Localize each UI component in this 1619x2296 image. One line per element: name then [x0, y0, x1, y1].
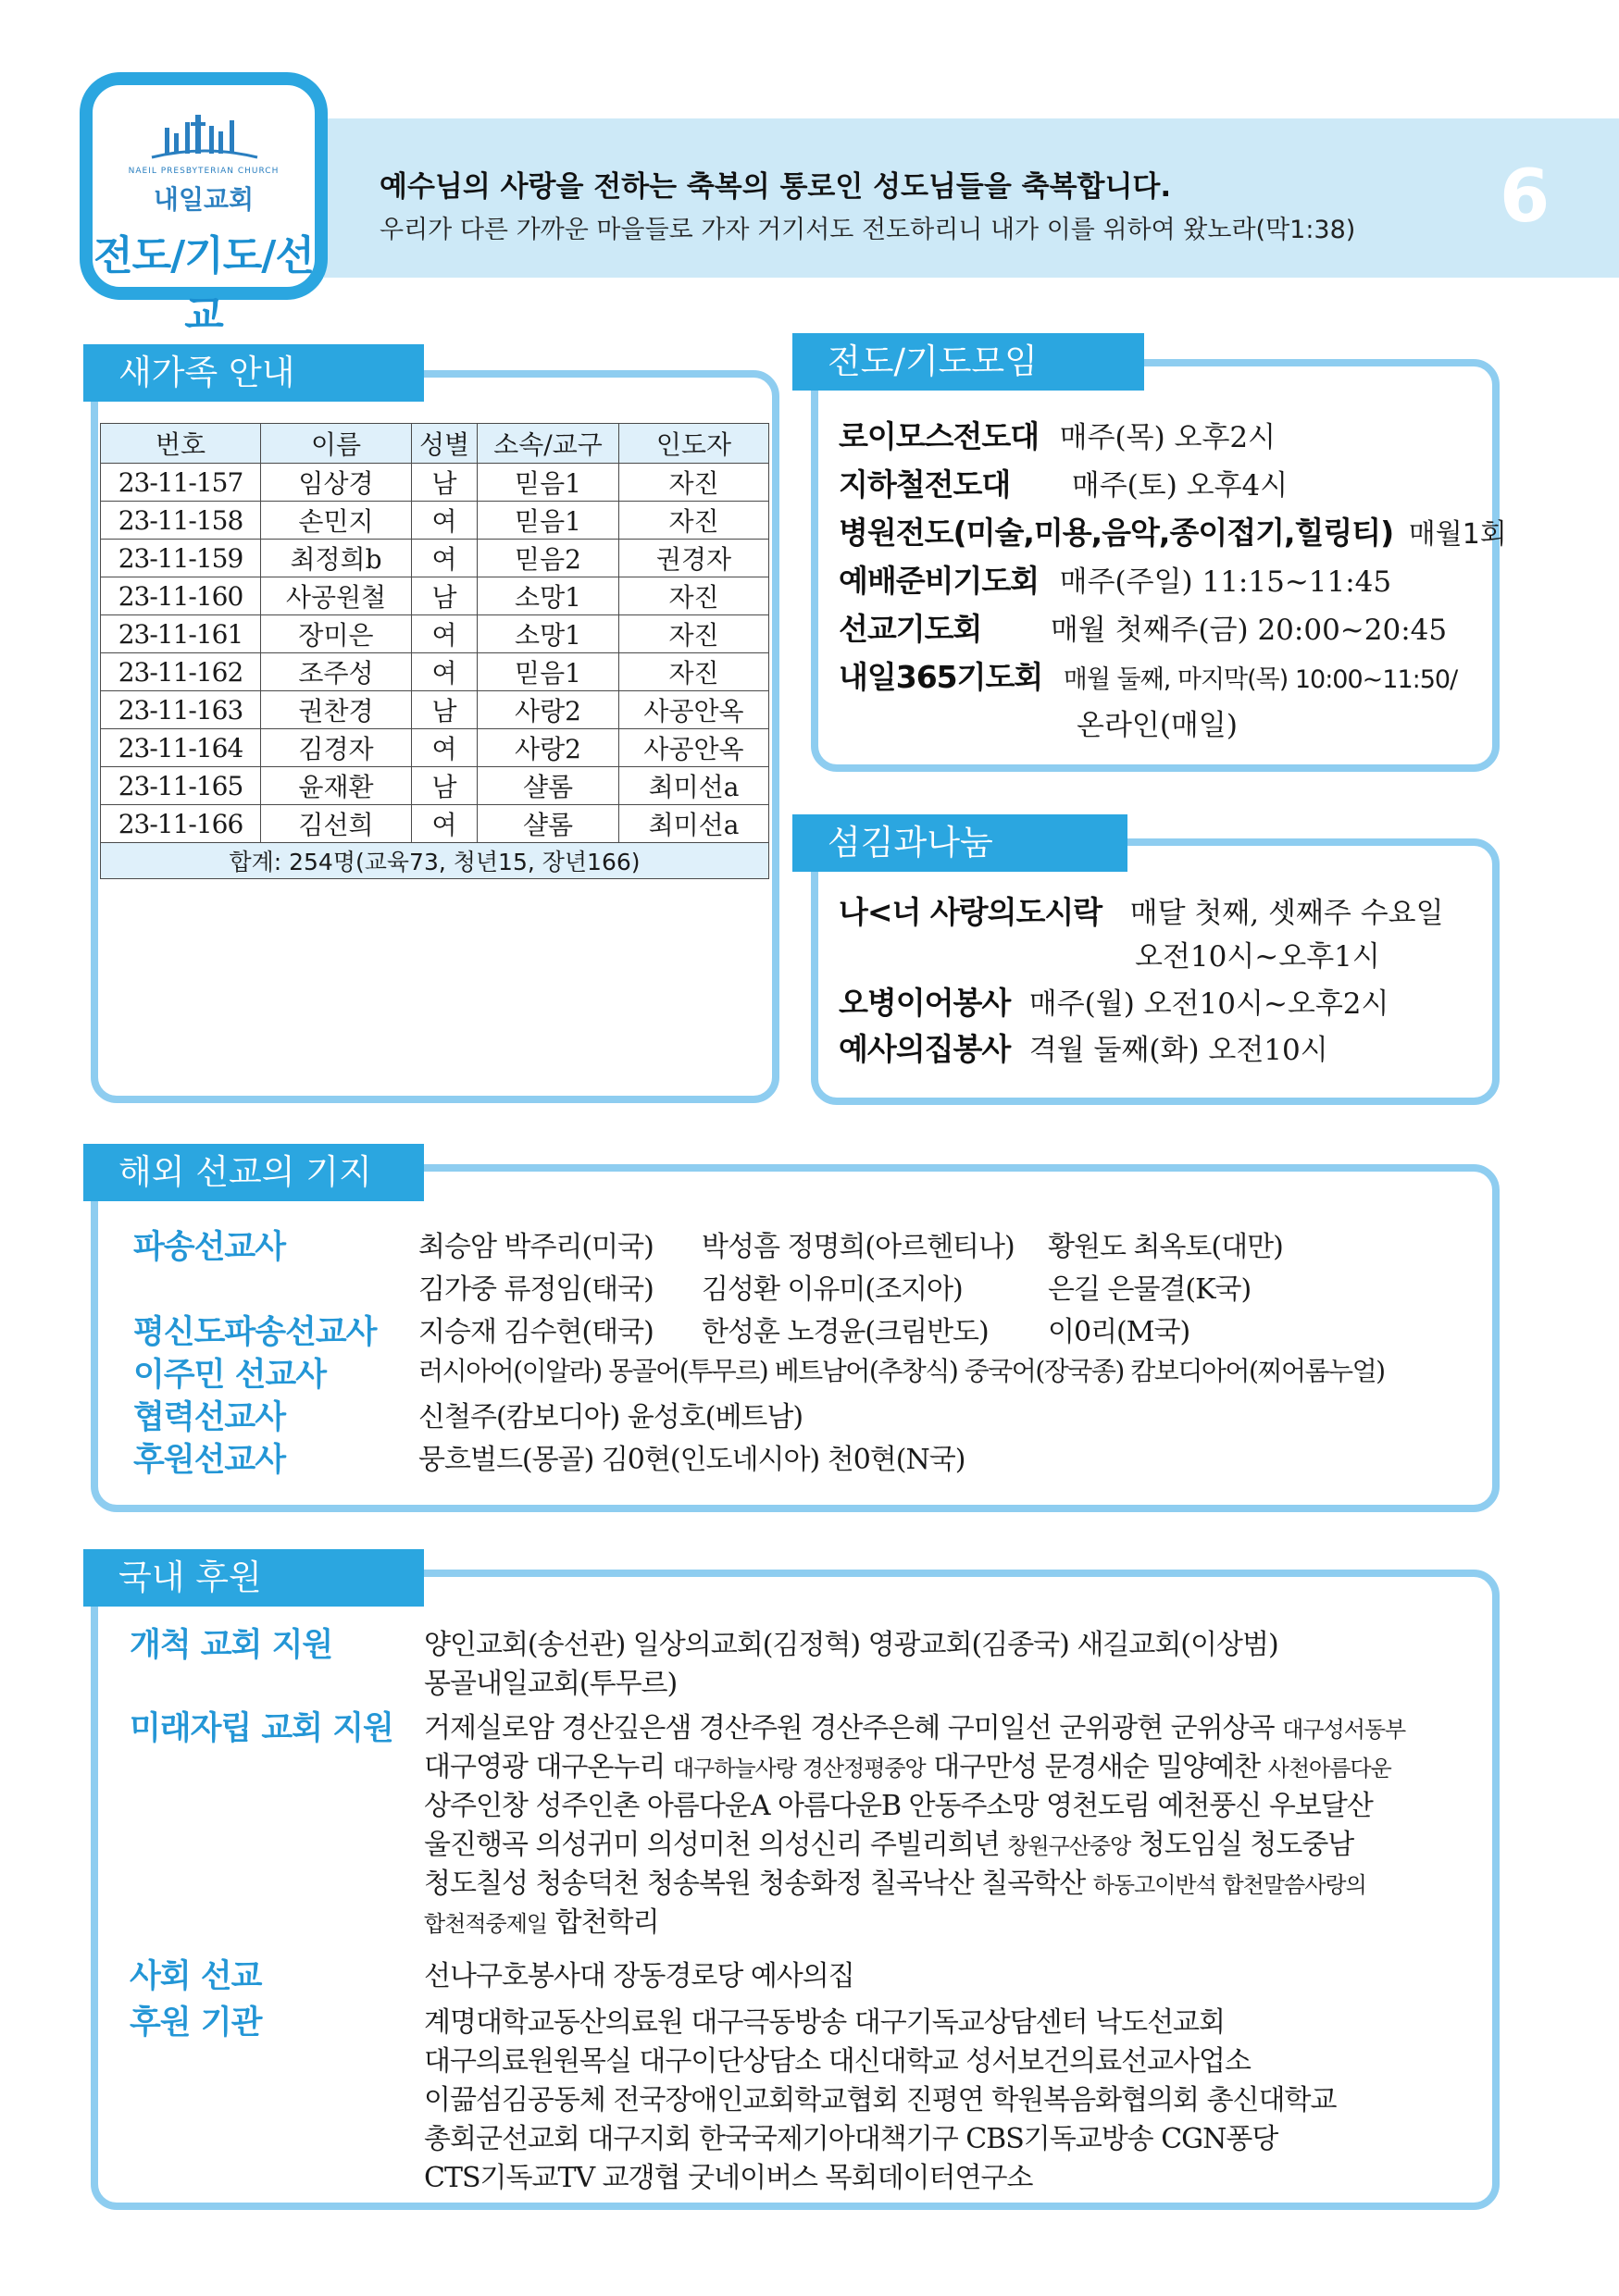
registration-number: 23-11-157: [101, 464, 261, 502]
church-names: 거제실로암 경산깊은샘 경산주원 경산주은혜 구미일선 군위광현 군위상곡: [424, 1712, 1283, 1744]
serving-value: 오전10시~오후1시: [1135, 940, 1380, 974]
registration-number: 23-11-161: [101, 615, 261, 653]
referrer: 권경자: [619, 540, 769, 577]
referrer: 사공안옥: [619, 729, 769, 767]
serving-tab: 섬김과나눔: [792, 814, 1127, 872]
support-line: [424, 1821, 1353, 1862]
table-row: [101, 805, 769, 843]
group: 믿음1: [478, 653, 619, 691]
church-names: 청도임실 청도중남: [1130, 1829, 1354, 1861]
group: 믿음1: [478, 502, 619, 540]
gender: 여: [412, 805, 478, 843]
group: 샬롬: [478, 805, 619, 843]
logo-name: 내일교회: [153, 184, 255, 215]
church-names-small: 하동고이반석 합천말씀사랑의: [1092, 1872, 1366, 1898]
registration-number: 23-11-159: [101, 540, 261, 577]
support-line: CTS기독교TV 교갱협 굿네이버스 목회데이터연구소: [424, 2162, 1033, 2194]
missionary-entry: 황원도 최옥토(대만): [1048, 1231, 1283, 1263]
church-names: 청도칠성 청송덕천 청송복원 청송화정 칠곡낙산 칠곡학산: [424, 1868, 1093, 1900]
referrer: 사공안옥: [619, 691, 769, 729]
header-headline: 예수님의 사랑을 전하는 축복의 통로인 성도님들을 축복합니다.: [380, 170, 1172, 204]
category-social-mission: 사회 선교: [130, 1958, 262, 1995]
group: 소망1: [478, 615, 619, 653]
serving-value: 격월 둘째(화) 오전10시: [1028, 1034, 1328, 1067]
support-line: 대구의료원원목실 대구이단상담소 대신대학교 성서보건의료선교사업소: [424, 2045, 1251, 2078]
support-line: [424, 1860, 1366, 1901]
table-row: [101, 767, 769, 805]
section-title: 전도/기도/선교: [93, 232, 314, 339]
category-migrant-missionary: 이주민 선교사: [133, 1357, 327, 1394]
serving-label: 예사의집봉사: [839, 1031, 1011, 1067]
category-partner-missionary: 협력선교사: [133, 1399, 286, 1436]
member-name: 김선희: [261, 805, 412, 843]
evangelism-label: 예배준비기도회: [839, 563, 1040, 599]
member-name: 김경자: [261, 729, 412, 767]
church-names-small: 대구성서동부: [1282, 1717, 1406, 1743]
group: 믿음1: [478, 464, 619, 502]
evangelism-tab: 전도/기도모임: [792, 333, 1144, 391]
church-names-small: 창원구산중앙: [1007, 1833, 1131, 1859]
evangelism-value: 매주(토) 오후4시: [1071, 469, 1289, 503]
evangelism-label: 내일365기도회: [839, 659, 1043, 695]
referrer: 자진: [619, 577, 769, 615]
member-name: 최정희b: [261, 540, 412, 577]
missionary-entry: 러시아어(이알라) 몽골어(투무르) 베트남어(추창식) 중국어(장국종) 캄보디아어(찌어롬누얼): [418, 1356, 1385, 1386]
evangelism-value: 온라인(매일): [1077, 709, 1238, 742]
referrer: 자진: [619, 653, 769, 691]
evangelism-item: [839, 509, 1507, 552]
column-header: 번호: [101, 424, 261, 464]
page-number: 6: [1500, 155, 1551, 239]
support-line: [424, 1899, 659, 1940]
column-header: 이름: [261, 424, 412, 464]
gender: 남: [412, 691, 478, 729]
logo-box: [80, 72, 328, 339]
serving-item: [839, 888, 1444, 932]
registration-number: 23-11-166: [101, 805, 261, 843]
evangelism-item: [839, 461, 1288, 504]
referrer: 자진: [619, 502, 769, 540]
church-names: 대구영광 대구온누리: [424, 1751, 673, 1783]
missionary-entry: 최승암 박주리(미국): [418, 1231, 654, 1263]
evangelism-label: 로이모스전도대: [839, 418, 1040, 454]
referrer: 자진: [619, 615, 769, 653]
category-support-missionary: 후원선교사: [133, 1442, 286, 1479]
church-names-small: 합천적중제일: [424, 1911, 548, 1937]
referrer: 최미선a: [619, 767, 769, 805]
evangelism-label: 지하철전도대: [839, 466, 1011, 503]
member-name: 손민지: [261, 502, 412, 540]
category-self-reliance: 미래자립 교회 지원: [130, 1710, 393, 1747]
category-sent-missionary: 파송선교사: [133, 1229, 286, 1266]
missionary-entry: 뭉흐벌드(몽골) 김0현(인도네시아) 천0현(N국): [418, 1444, 965, 1476]
member-name: 조주성: [261, 653, 412, 691]
domestic-tab: 국내 후원: [83, 1549, 424, 1607]
table-row: [101, 540, 769, 577]
member-name: 장미은: [261, 615, 412, 653]
missionary-entry: 박성흠 정명희(아르헨티나): [702, 1231, 1015, 1263]
support-line: [424, 1744, 1391, 1784]
evangelism-label: 선교기도회: [839, 611, 982, 647]
church-names: 대구만성 문경새순 밀양예찬: [925, 1751, 1268, 1783]
column-header: 소속/교구: [478, 424, 619, 464]
missionary-entry: 김가중 류정임(태국): [418, 1273, 654, 1306]
gender: 남: [412, 767, 478, 805]
missionary-entry: 한성훈 노경윤(크림반도): [702, 1316, 989, 1348]
member-name: 임상경: [261, 464, 412, 502]
registration-number: 23-11-158: [101, 502, 261, 540]
serving-value: 매달 첫째, 셋째주 수요일: [1129, 897, 1444, 930]
support-line: 양인교회(송선관) 일상의교회(김정혁) 영광교회(김종국) 새길교회(이상범): [424, 1629, 1278, 1661]
category-support-agencies: 후원 기관: [130, 2004, 262, 2042]
group: 샬롬: [478, 767, 619, 805]
gender: 여: [412, 615, 478, 653]
church-logo-icon: [144, 111, 265, 163]
missionary-entry: 김성환 이유미(조지아): [702, 1273, 963, 1306]
church-names-small: 사천아름다운: [1267, 1756, 1391, 1781]
support-line: [424, 1705, 1405, 1745]
referrer: 자진: [619, 464, 769, 502]
serving-label: 나<너 사랑의도시락: [839, 894, 1102, 930]
evangelism-item: [839, 605, 1447, 649]
logo-subtitle: NAEIL PRESBYTERIAN CHURCH: [128, 167, 280, 176]
serving-label: 오병이어봉사: [839, 985, 1011, 1021]
serving-item: [839, 1025, 1328, 1069]
church-names: 상주인창 성주인촌 아름다운A 아름다운B 안동주소망 영천도림 예천풍신 우보달산: [424, 1790, 1373, 1822]
gender: 남: [412, 577, 478, 615]
evangelism-item: [839, 653, 1457, 697]
serving-value: 매주(월) 오전10시~오후2시: [1028, 987, 1389, 1021]
registration-number: 23-11-160: [101, 577, 261, 615]
category-church-planting: 개척 교회 지원: [130, 1627, 333, 1664]
table-total-row: [101, 843, 769, 879]
evangelism-item: [839, 413, 1276, 456]
registration-number: 23-11-162: [101, 653, 261, 691]
missionary-entry: 신철주(캄보디아) 윤성호(베트남): [418, 1401, 803, 1433]
table-header-row: [101, 424, 769, 464]
referrer: 최미선a: [619, 805, 769, 843]
category-lay-missionary: 평신도파송선교사: [133, 1314, 377, 1351]
registration-number: 23-11-163: [101, 691, 261, 729]
group: 사랑2: [478, 729, 619, 767]
member-name: 권찬경: [261, 691, 412, 729]
table-row: [101, 502, 769, 540]
table-row: [101, 653, 769, 691]
support-line: 이끎섬김공동체 전국장애인교회학교협회 진평연 학원복음화협의회 총신대학교: [424, 2084, 1337, 2116]
evangelism-item-continued: [1077, 701, 1238, 743]
table-row: [101, 691, 769, 729]
support-line: 총회군선교회 대구지회 한국국제기아대책기구 CBS기독교방송 CGN퐁당: [424, 2123, 1278, 2155]
table-row: [101, 577, 769, 615]
gender: 남: [412, 464, 478, 502]
support-line: 계명대학교동산의료원 대구극동방송 대구기독교상담센터 낙도선교회: [424, 2006, 1226, 2039]
church-names: 합천학리: [547, 1906, 659, 1939]
evangelism-value: 매주(목) 오후2시: [1059, 421, 1277, 454]
header-verse: 우리가 다른 가까운 마을들로 가자 거기서도 전도하리니 내가 이를 위하여 왔노라(막1:38): [380, 216, 1356, 244]
table-row: [101, 729, 769, 767]
column-header: 성별: [412, 424, 478, 464]
gender: 여: [412, 653, 478, 691]
group: 소망1: [478, 577, 619, 615]
member-name: 윤재환: [261, 767, 412, 805]
missionary-entry: 은길 은물결(K국): [1048, 1273, 1252, 1306]
support-line: [424, 1782, 1373, 1823]
evangelism-value: 매월 첫째주(금) 20:00~20:45: [1050, 614, 1448, 647]
registration-number: 23-11-165: [101, 767, 261, 805]
church-names-small: 대구하늘사랑 경산정평중앙: [672, 1756, 926, 1781]
registration-number: 23-11-164: [101, 729, 261, 767]
member-name: 사공원철: [261, 577, 412, 615]
gender: 여: [412, 729, 478, 767]
group: 믿음2: [478, 540, 619, 577]
group: 사랑2: [478, 691, 619, 729]
gender: 여: [412, 540, 478, 577]
support-line: 몽골내일교회(투무르): [424, 1668, 678, 1700]
evangelism-label: 병원전도(미술,미용,음악,종이접기,힐링티): [839, 515, 1394, 551]
evangelism-value: 매월 둘째, 마지막(목) 10:00~11:50/: [1063, 665, 1458, 694]
new-family-table: [100, 423, 769, 879]
missionary-entry: 지승재 김수현(태국): [418, 1316, 654, 1348]
overseas-tab: 해외 선교의 기지: [83, 1144, 424, 1201]
evangelism-value: 매주(주일) 11:15~11:45: [1059, 565, 1392, 599]
total-count: 합계: 254명(교육73, 청년15, 장년166): [101, 843, 769, 879]
table-row: [101, 464, 769, 502]
column-header: 인도자: [619, 424, 769, 464]
church-names: 울진행곡 의성귀미 의성미천 의성신리 주빌리희년: [424, 1829, 1008, 1861]
serving-item: [839, 979, 1389, 1023]
new-family-tab: 새가족 안내: [83, 344, 424, 402]
evangelism-item: [839, 557, 1391, 601]
gender: 여: [412, 502, 478, 540]
evangelism-value: 매월1회: [1408, 518, 1507, 551]
support-line: 선나구호봉사대 장동경로당 예사의집: [424, 1960, 854, 1992]
serving-item-continued: [1135, 933, 1380, 974]
missionary-entry: 이0리(M국): [1048, 1316, 1190, 1348]
table-row: [101, 615, 769, 653]
